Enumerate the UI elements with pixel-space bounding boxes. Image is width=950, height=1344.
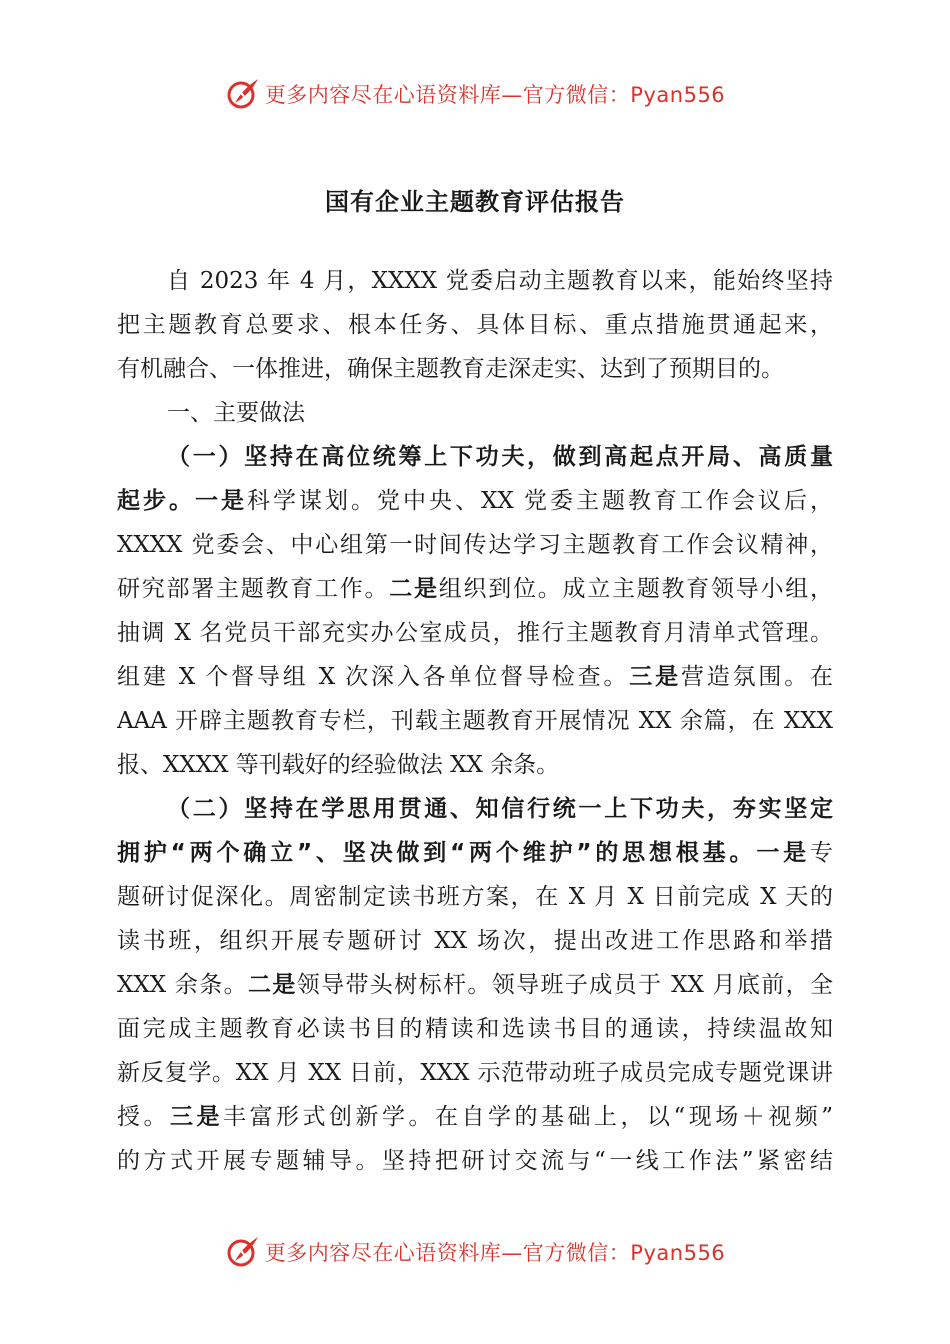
bold-run: 二是	[389, 576, 439, 602]
section-heading	[167, 396, 833, 430]
paragraph-line	[117, 352, 833, 386]
paragraph-line	[117, 924, 833, 958]
text-run: 丰富形式创新学。在自学的基础上，以“现场＋视频”	[223, 1104, 833, 1130]
watermark-top	[0, 74, 950, 114]
paragraph-line	[117, 704, 833, 738]
paragraph-line	[167, 264, 833, 298]
paragraph-line	[117, 484, 833, 518]
text-run: 抽调 X 名党员干部充实办公室成员，推行主题教育月清单式管理。	[117, 620, 833, 646]
text-run: 研究部署主题教育工作。	[117, 576, 390, 602]
paragraph-line	[117, 308, 833, 342]
text-run: 组建 X 个督导组 X 次深入各单位督导检查。	[117, 664, 630, 690]
bold-run: 二是	[247, 972, 297, 998]
paragraph-line	[117, 660, 833, 694]
text-run: XXX 余条。	[117, 972, 248, 998]
bold-run: （一）坚持在高位统筹上下功夫，做到高起点开局、高质量	[167, 444, 833, 470]
paragraph-line	[117, 880, 833, 914]
paragraph-line	[117, 528, 833, 562]
subsection-heading	[167, 440, 833, 474]
paragraph-line	[117, 1012, 833, 1046]
watermark-text: 更多内容尽在心语资料库—官方微信：Pyan556	[264, 1241, 726, 1265]
text-run: 组织到位。成立主题教育领导小组，	[438, 576, 833, 602]
text-run: 一、主要做法	[167, 400, 305, 426]
paragraph-line	[117, 572, 833, 606]
paragraph-line	[117, 968, 833, 1002]
text-run: 报、XXXX 等刊载好的经验做法 XX 余条。	[117, 752, 560, 778]
paragraph-line	[117, 1144, 833, 1178]
subsection-heading	[167, 792, 833, 826]
text-run: 专	[810, 840, 833, 866]
text-run: 新反复学。XX 月 XX 日前，XXX 示范带动班子成员完成专题党课讲	[117, 1060, 833, 1086]
text-run: AAA 开辟主题教育专栏，刊载主题教育开展情况 XX 余篇，在 XXX	[117, 708, 833, 734]
paragraph-line	[117, 1100, 833, 1134]
text-run: 的方式开展专题辅导。坚持把研讨交流与“一线工作法”紧密结	[117, 1148, 833, 1174]
paragraph-line	[117, 1056, 833, 1090]
watermark-text: 更多内容尽在心语资料库—官方微信：Pyan556	[264, 83, 726, 107]
paragraph-line	[117, 748, 833, 782]
watermark-bottom	[0, 1232, 950, 1272]
text-run: 自 2023 年 4 月，XXXX 党委启动主题教育以来，能始终坚持	[167, 268, 833, 294]
text-run: 授。	[117, 1104, 170, 1130]
text-run: 题研讨促深化。周密制定读书班方案，在 X 月 X 日前完成 X 天的	[117, 884, 833, 910]
text-run: 领导带头树标杆。领导班子成员于 XX 月底前，全	[296, 972, 833, 998]
bold-run: 三是	[170, 1104, 223, 1130]
paragraph-line	[117, 616, 833, 650]
quill-logo-icon	[225, 76, 261, 112]
text-run: 面完成主题教育必读书目的精读和选读书目的通读，持续温故知	[117, 1016, 833, 1042]
text-run: 营造氛围。在	[680, 664, 833, 690]
quill-logo-icon	[225, 1234, 261, 1270]
text-run: 把主题教育总要求、根本任务、具体目标、重点措施贯通起来，	[117, 312, 833, 338]
bold-run: 三是	[629, 664, 681, 690]
bold-run: 拥护“两个确立”、坚决做到“两个维护”的思想根基。一是	[117, 840, 810, 866]
text-run: 科学谋划。党中央、XX 党委主题教育工作会议后，	[247, 488, 833, 514]
paragraph-line	[117, 836, 833, 870]
text-run: XXXX 党委会、中心组第一时间传达学习主题教育工作会议精神，	[117, 532, 833, 558]
bold-run: 起步。一是	[117, 488, 247, 514]
text-run: 有机融合、一体推进，确保主题教育走深走实、达到了预期目的。	[117, 356, 784, 382]
text-run: 读书班，组织开展专题研讨 XX 场次，提出改进工作思路和举措	[117, 928, 833, 954]
bold-run: （二）坚持在学思用贯通、知信行统一上下功夫，夯实坚定	[167, 796, 833, 822]
page-title: 国有企业主题教育评估报告	[325, 188, 625, 216]
